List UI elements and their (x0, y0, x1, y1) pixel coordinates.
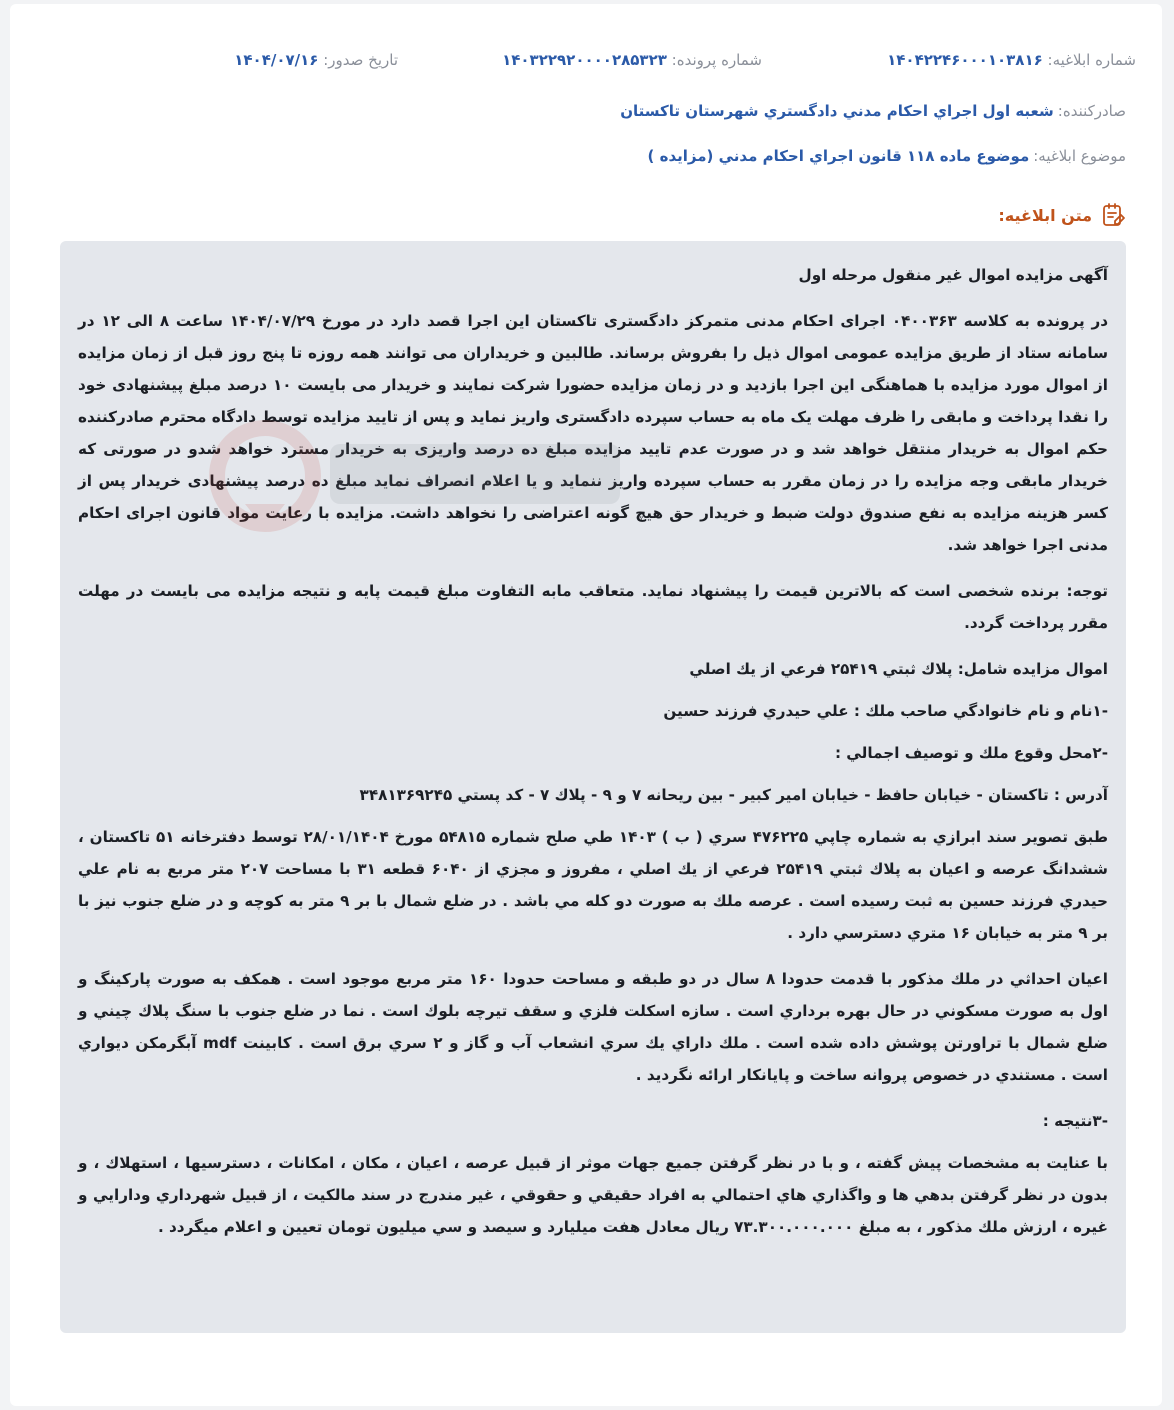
notes-icon (1100, 202, 1126, 228)
body-paragraph-10: با عنايت به مشخصات پيش گفته ، و با در نظر گرفتن جميع جهات موثر از قبيل عرصه ، اعيان ، مكان ، امكانات ، دسترسيها ، استهلاك ، و بدون در نظر گرفتن بدهي ها و واگذاري هاي احتمالي به افراد حقيقي و حقوقي ، غير مندرج در سند مالكيت ، از قبيل شهرداري ودارايي و غيره ، ارزش ملك مذكور ، به مبلغ ۷۳.۳۰۰.۰۰۰.۰۰۰ ريال معادل هفت ميليارد و سيصد و سي ميليون تومان تعيين و اعلام ميگردد . (78, 1154, 1108, 1236)
issue-date-label: تاریخ صدور: (323, 51, 398, 69)
issuer-row (620, 102, 1126, 120)
file-number-value: ۱۴۰۳۲۲۹۲۰۰۰۰۲۸۵۳۲۳ (502, 51, 667, 69)
notice-number-value: ۱۴۰۴۲۲۴۶۰۰۰۱۰۳۸۱۶ (887, 51, 1043, 69)
body-paragraph-7: طبق تصوير سند ابرازي به شماره چاپي ۴۷۶۲۲۵ سري ( ب ) ۱۴۰۳ طي صلح شماره ۵۴۸۱۵ مورخ ۲۸/۰۱/۱۴۰۴ توسط دفترخانه ۵۱ تاكستان ، ششدانگ عرصه و اعيان به پلاك ثبتي ۲۵۴۱۹ فرعي از يك اصلي ، مفروز و مجزي از ۶۰۴۰ قطعه ۳۱ با مساحت ۲۰۷ متر مربع به نام علي حيدري فرزند حسين به ثبت رسيده است . عرصه ملك به صورت دو كله مي باشد . در ضلع شمال با بر ۹ متر به كوچه و در ضلع جنوب نيز با بر ۹ متر به خيابان ۱۶ متري دسترسي دارد . (78, 828, 1109, 942)
section-title (998, 202, 1126, 228)
issue-date-value: ۱۴۰۴/۰۷/۱۶ (234, 51, 319, 69)
body-paragraph-6: آدرس : تاكستان - خيابان حافظ - خيابان امير كبير - بين ريحانه ۷ و ۹ - پلاك ۷ - كد پستي ۳۴۸۱۳۶۹۲۴۵ (359, 786, 1108, 804)
section-title-label: متن ابلاغیه: (998, 205, 1092, 225)
subject-label: موضوع ابلاغیه: (1033, 147, 1126, 165)
body-paragraph-4: -۱نام و نام خانوادگي صاحب ملك : علي حيدري فرزند حسين (663, 702, 1108, 720)
body-paragraph-8: اعيان احداثي در ملك مذكور با قدمت حدودا ۸ سال در دو طبقه و مساحت حدودا ۱۶۰ متر مربع موجود است . همكف به صورت پاركينگ و اول به صورت مسكوني در حال بهره برداري است . سازه اسكلت فلزي و سقف تيرچه بلوك است . نما در ضلع جنوب با سنگ پلاك چيني و ضلع شمال با تراورتن پوشش داده شده است . ملك داراي يك سري انشعاب آب و گاز و ۲ سري برق است . كابينت mdf آبگرمكن ديواري است . مستندي در خصوص پروانه ساخت و پايانكار ارائه نگرديد . (78, 970, 1108, 1084)
body-heading: آگهی مزایده اموال غیر منقول مرحله اول (798, 266, 1108, 284)
body-paragraph-5: -۲محل وقوع ملك و توصيف اجمالي : (834, 744, 1108, 762)
notice-body (60, 241, 1126, 1333)
file-number-label: شماره پرونده: (671, 51, 762, 69)
file-number (502, 51, 762, 69)
issue-date (234, 51, 398, 69)
notice-number-label: شماره ابلاغیه: (1047, 51, 1136, 69)
issuer-label: صادرکننده: (1057, 102, 1126, 120)
subject-row (648, 147, 1126, 165)
body-paragraph-1: در پرونده به کلاسه ۰۴۰۰۳۶۳ اجرای احکام مدنی متمرکز دادگستری تاکستان این اجرا قصد دارد در مورخ ۱۴۰۴/۰۷/۲۹ ساعت ۸ الی ۱۲ در سامانه ستاد از طریق مزایده عمومی اموال ذیل را بفروش برساند. طالبین و خریداران می توانند همه روزه تا پنج روز قبل از زمان مزایده از اموال مورد مزایده با هماهنگی این اجرا بازدید و در زمان مزایده حضورا شرکت نمایند و خریدار می بایست ۱۰ درصد مبلغ پیشنهادی خود را نقدا پرداخت و مابقی را ظرف مهلت یک ماه به حساب سپرده دادگستری واریز نماید و پس از تایید مزایده توسط دادگاه محترم صادرکننده حکم اموال به خریدار منتقل خواهد شد و در صورت عدم تایید مزایده مبلغ ده درصد واریزی به خریدار مسترد خواهد شدو در صورتی که خریدار مابقی وجه مزایده را در زمان مقرر به حساب سپرده واریز ننماید و یا اعلام انصراف نماید مبلغ ده درصد پیشنهادی خریدار پس از کسر هزینه مزایده به نفع صندوق دولت ضبط و خریدار حق هیچ گونه اعتراضی را نخواهد داشت. مزایده با رعایت مواد قانون اجرای احکام مدنی اجرا خواهد شد. (78, 312, 1108, 554)
notice-number (887, 51, 1136, 69)
body-paragraph-3: اموال مزایده شامل: پلاك ثبتي ۲۵۴۱۹ فرعي از يك اصلي (689, 660, 1108, 678)
issuer-value: شعبه اول اجراي احكام مدني دادگستري شهرستان تاكستان (620, 102, 1054, 120)
notice-card (10, 4, 1162, 1406)
body-paragraph-2: توجه: برنده شخصی است که بالاترین قیمت را پیشنهاد نماید. متعاقب مابه التفاوت مبلغ قیمت پایه و نتیجه مزایده می بایست در مهلت مقرر پرداخت گردد. (78, 582, 1108, 632)
body-paragraph-9: -۳نتيجه : (1042, 1112, 1108, 1130)
subject-value: موضوع ماده ۱۱۸ قانون اجراي احكام مدني (مزايده ) (647, 147, 1030, 165)
